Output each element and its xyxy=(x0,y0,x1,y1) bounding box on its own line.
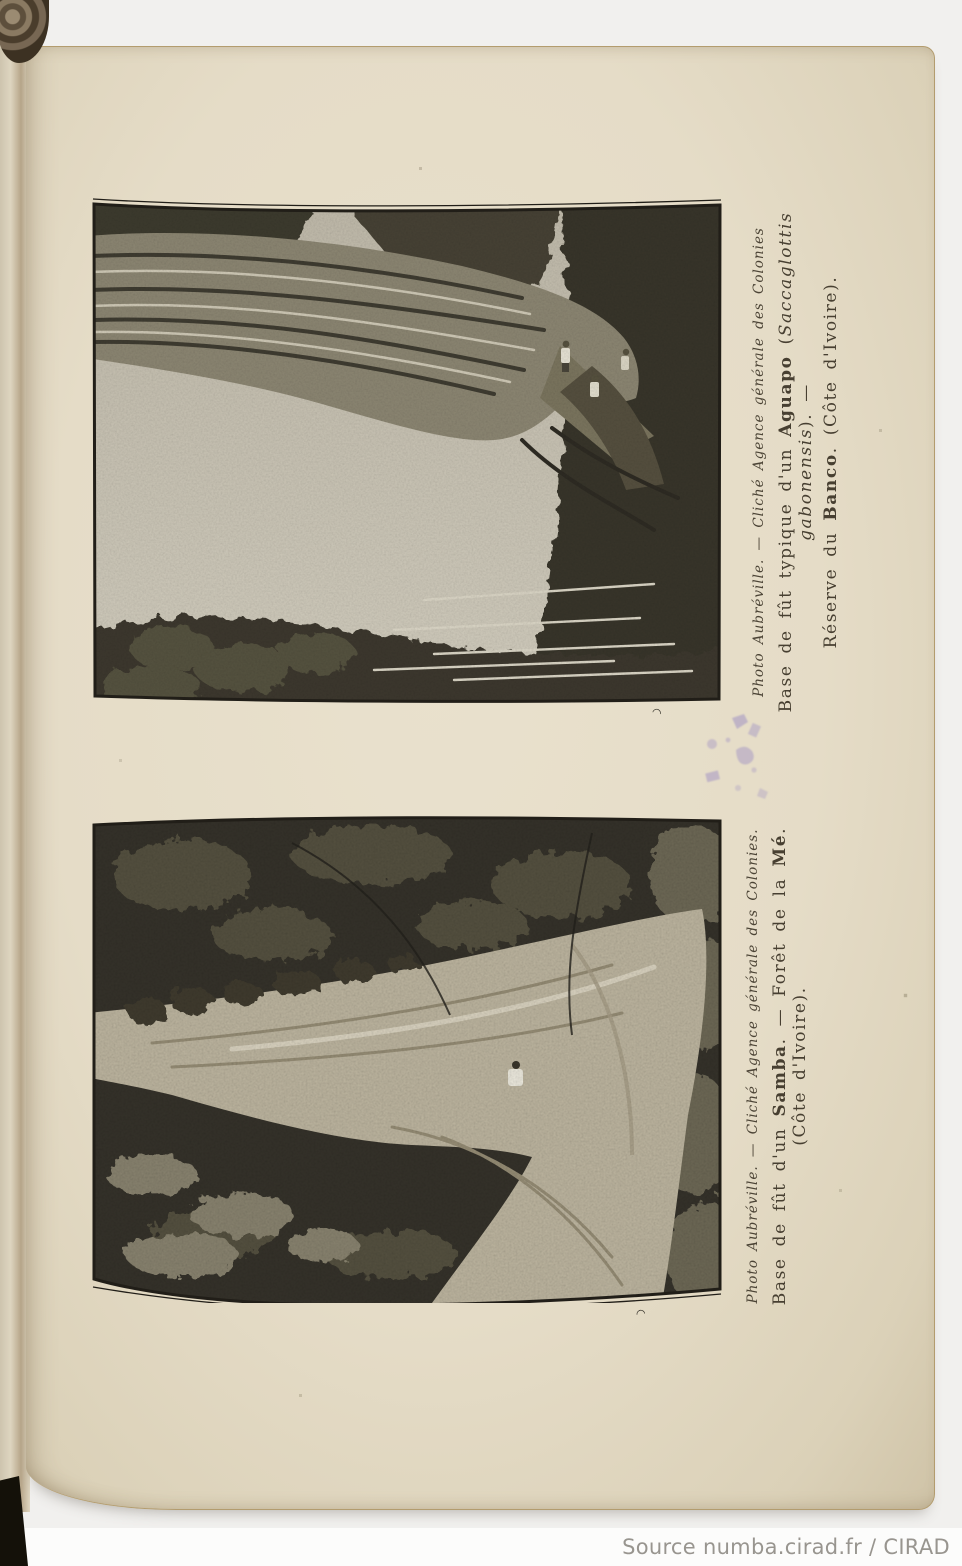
place-name: Banco xyxy=(821,453,841,521)
photo-credit-line xyxy=(751,197,767,727)
watermark-band xyxy=(0,1528,962,1566)
caption-main-line: Base de fût typique d'un Aguapo (Saccaglottis gabonensis). — xyxy=(776,211,816,713)
photo-frame-outer-rule xyxy=(93,199,721,206)
ink-stamp-icon xyxy=(698,710,782,808)
plate-mark-icon: ◠ xyxy=(635,1306,647,1321)
paper-specks xyxy=(0,0,1,1)
place-name: Mé xyxy=(770,833,790,867)
species-name: Aguapo xyxy=(776,355,796,437)
photo-plate-samba xyxy=(92,815,722,1303)
photo-credit-line xyxy=(745,821,761,1311)
credit-text: Photo Aubréville. — Cliché Agence générale des Colonies xyxy=(751,227,767,697)
latin-name: Saccaglottis gabonensis xyxy=(776,211,816,541)
caption-sub-line: Réserve du Banco. (Côte d'Ivoire). xyxy=(821,275,841,649)
caption-bottom xyxy=(745,821,810,1311)
caption-top xyxy=(751,197,841,727)
photo-aguapo-scene xyxy=(92,198,722,704)
plate-mark-icon: ◠ xyxy=(650,705,664,720)
watermark: Source numba.cirad.fr / CIRAD xyxy=(622,1535,950,1559)
credit-text: Photo Aubréville. — Cliché Agence générale des Colonies. xyxy=(745,828,761,1304)
photo-samba-scene xyxy=(92,815,722,1303)
caption-main-line: Base de fût d'un Samba. — Forêt de la Mé. (Côte d'Ivoire). xyxy=(770,826,810,1306)
species-name: Samba xyxy=(770,1044,790,1117)
photo-plate-aguapo xyxy=(92,198,722,704)
